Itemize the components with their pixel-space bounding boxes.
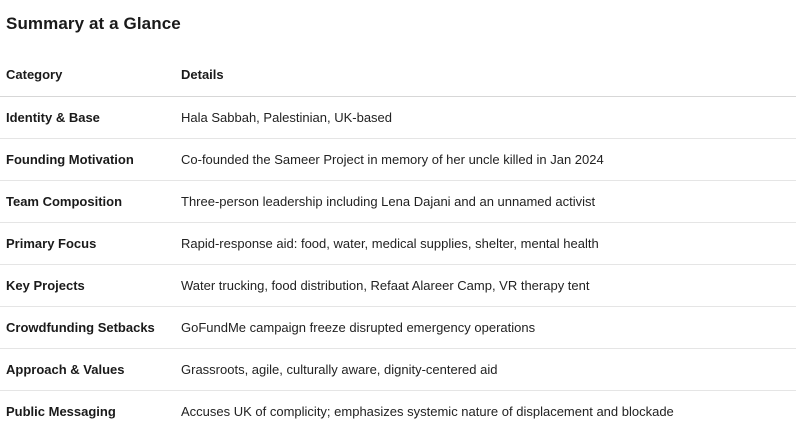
details-cell: Co-founded the Sameer Project in memory of her uncle killed in Jan 2024: [175, 138, 796, 180]
table-body: [0, 96, 796, 432]
details-cell: GoFundMe campaign freeze disrupted emergency operations: [175, 306, 796, 348]
table-row: [0, 264, 796, 306]
category-cell: Identity & Base: [0, 96, 175, 138]
table-header: [0, 54, 796, 96]
table-row: [0, 138, 796, 180]
category-cell: Crowdfunding Setbacks: [0, 306, 175, 348]
details-cell: Hala Sabbah, Palestinian, UK-based: [175, 96, 796, 138]
header-row: [0, 54, 796, 96]
details-cell: Rapid-response aid: food, water, medical supplies, shelter, mental health: [175, 222, 796, 264]
details-cell: Three-person leadership including Lena Dajani and an unnamed activist: [175, 180, 796, 222]
summary-table: [0, 54, 796, 432]
details-cell: Accuses UK of complicity; emphasizes systemic nature of displacement and blockade: [181, 403, 674, 419]
table-row: [0, 180, 796, 222]
table-row: [0, 390, 796, 432]
table-row: [0, 348, 796, 390]
category-cell: Key Projects: [0, 264, 175, 306]
details-cell: Water trucking, food distribution, Refaat Alareer Camp, VR therapy tent: [175, 264, 796, 306]
column-header-details: Details: [175, 54, 796, 96]
category-cell: Founding Motivation: [0, 138, 175, 180]
table-row: [0, 306, 796, 348]
category-cell: Public Messaging: [6, 403, 116, 419]
table-row: [0, 222, 796, 264]
column-header-category: Category: [0, 54, 175, 96]
category-cell: Approach & Values: [0, 348, 175, 390]
category-cell: Primary Focus: [0, 222, 175, 264]
table-row: [0, 96, 796, 138]
page-title: Summary at a Glance: [6, 14, 181, 33]
category-cell: Team Composition: [0, 180, 175, 222]
details-cell: Grassroots, agile, culturally aware, dignity-centered aid: [175, 348, 796, 390]
